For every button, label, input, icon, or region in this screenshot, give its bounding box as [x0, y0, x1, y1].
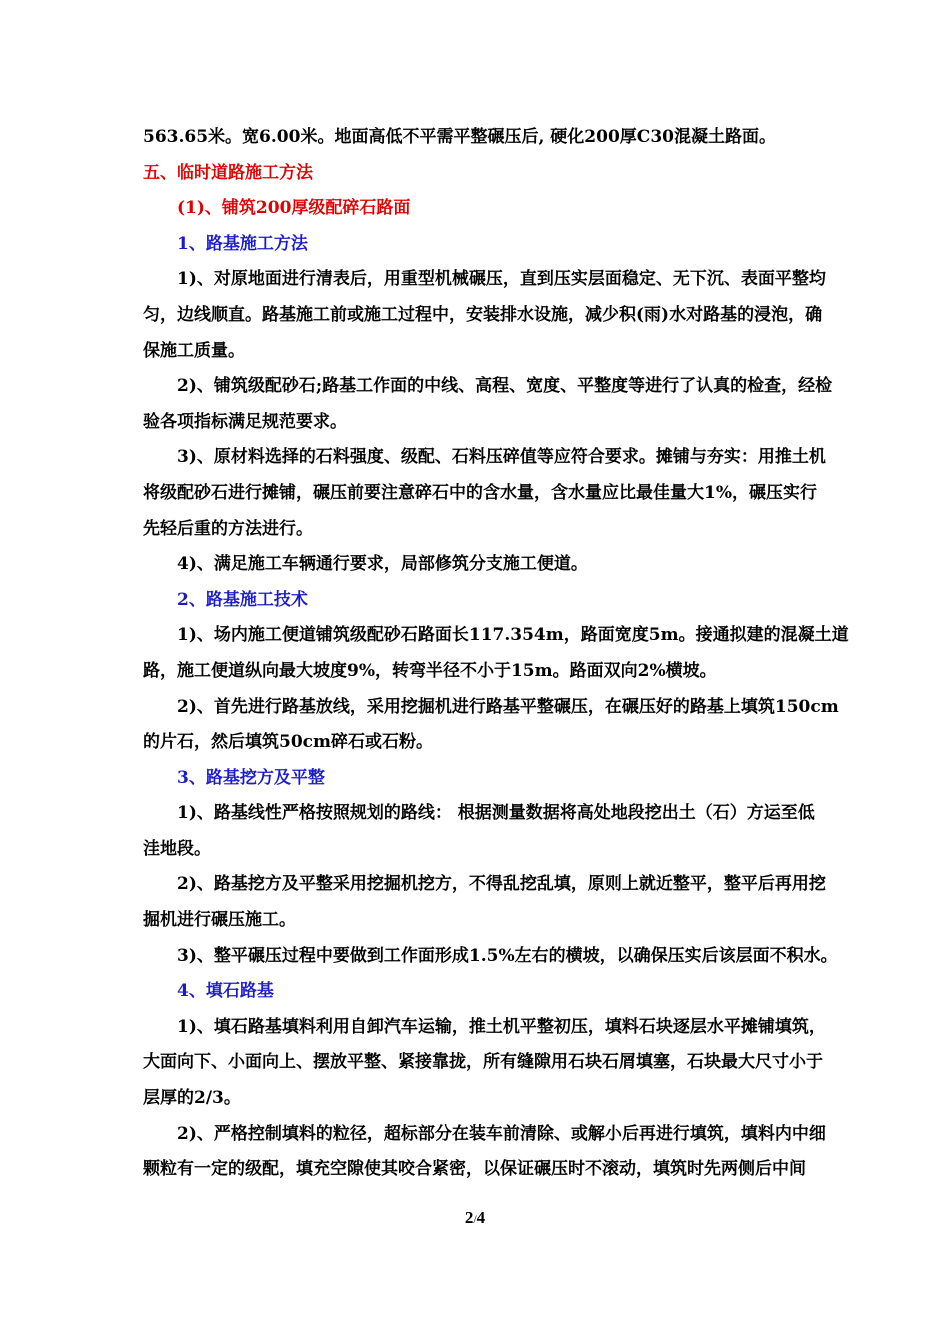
body-text-line: 层厚的2/3。	[143, 1088, 241, 1109]
body-text-line: 1)、路基线性严格按照规划的路线： 根据测量数据将高处地段挖出土（石）方运至低	[177, 803, 815, 824]
body-text-line: 洼地段。	[143, 838, 211, 859]
body-text-line: 2)、严格控制填料的粒径，超标部分在装车前清除、或解小后再进行填筑，填料内中细	[177, 1123, 826, 1144]
body-text-line: 2)、路基挖方及平整采用挖掘机挖方，不得乱挖乱填，原则上就近整平，整平后再用挖	[177, 874, 826, 895]
section-heading: (1)、铺筑200厚级配碎石路面	[177, 198, 411, 219]
body-text-line: 1)、场内施工便道铺筑级配砂石路面长117.354m，路面宽度5m。接通拟建的混凝土道	[177, 625, 849, 646]
body-text-line: 验各项指标满足规范要求。	[143, 411, 347, 432]
body-text-line: 先轻后重的方法进行。	[143, 518, 313, 539]
body-text-line: 3)、原材料选择的石料强度、级配、石料压碎值等应符合要求。摊铺与夯实：用推土机	[177, 447, 826, 468]
page-total: 4	[476, 1208, 486, 1227]
body-text-line: 路，施工便道纵向最大坡度9%，转弯半径不小于15m。路面双向2%横坡。	[143, 660, 717, 681]
subsection-heading: 4、填石路基	[177, 981, 274, 1002]
body-text-line: 大面向下、小面向上、摆放平整、紧接靠拢，所有缝隙用石块石屑填塞，石块最大尺寸小于	[143, 1052, 823, 1073]
body-text-line: 1)、对原地面进行清表后，用重型机械碾压，直到压实层面稳定、无下沉、表面平整均	[177, 269, 826, 290]
body-text-line: 颗粒有一定的级配，填充空隙使其咬合紧密，以保证碾压时不滚动，填筑时先两侧后中间	[143, 1159, 806, 1180]
page-current: 2	[464, 1208, 474, 1227]
body-text-line: 2)、首先进行路基放线，采用挖掘机进行路基平整碾压，在碾压好的路基上填筑150cm	[177, 696, 839, 717]
body-text-line: 的片石，然后填筑50cm碎石或石粉。	[143, 732, 433, 753]
subsection-heading: 3、路基挖方及平整	[177, 767, 325, 788]
body-text-line: 3)、整平碾压过程中要做到工作面形成1.5%左右的横坡，以确保压实后该层面不积水。	[177, 945, 838, 966]
subsection-heading: 1、路基施工方法	[177, 233, 308, 254]
page-number	[0, 1208, 950, 1228]
body-text-line: 1)、填石路基填料利用自卸汽车运输，推土机平整初压，填料石块逐层水平摊铺填筑，	[177, 1016, 826, 1037]
document-body	[143, 120, 895, 1188]
subsection-heading: 2、路基施工技术	[177, 589, 308, 610]
page-separator: /	[473, 1212, 477, 1226]
body-text-line: 4)、满足施工车辆通行要求，局部修筑分支施工便道。	[177, 554, 588, 575]
body-text-line: 563.65米。宽6.00米。地面高低不平需平整碾压后, 硬化200厚C30混凝土路面。	[143, 127, 776, 147]
body-text-line: 将级配砂石进行摊铺，碾压前要注意碎石中的含水量，含水量应比最佳量大1%，碾压实行	[143, 482, 817, 503]
body-text-line: 保施工质量。	[143, 340, 245, 361]
section-heading: 五、临时道路施工方法	[143, 162, 313, 183]
body-text-line: 掘机进行碾压施工。	[143, 910, 296, 931]
body-text-line: 匀，边线顺直。路基施工前或施工过程中，安装排水设施，减少积(雨)水对路基的浸泡，确	[143, 304, 823, 325]
body-text-line: 2)、铺筑级配砂石;路基工作面的中线、高程、宽度、平整度等进行了认真的检查，经检	[177, 376, 833, 397]
